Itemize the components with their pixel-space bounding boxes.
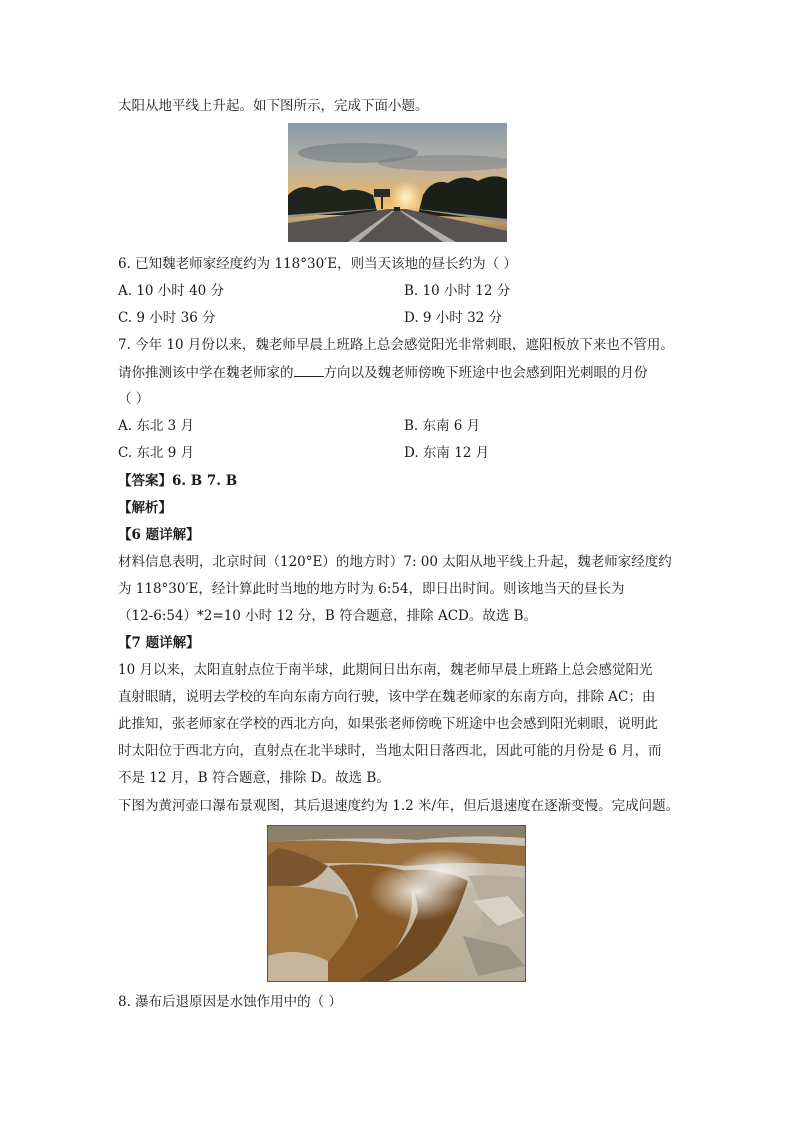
q6-option-c: C. 9 小时 36 分 [118,310,216,326]
d7-line-5: 不是 12 月，B 符合题意，排除 D。故选 B。 [118,770,390,786]
q7-stem-part-b: 方向以及魏老师傍晚下班途中也会感到阳光刺眼的月份 [323,365,648,381]
q7-stem-part-a: 请你推测该中学在魏老师家的 [118,365,294,381]
waterfall-photo [267,825,526,982]
q6-option-a: A. 10 小时 40 分 [118,283,225,299]
d7-line-4: 时太阳位于西北方向，直射点在北半球时，当地太阳日落西北，因此可能的月份是 6 月，而 [118,743,662,759]
q6-stem: 6. 已知魏老师家经度约为 118°30′E，则当天该地的昼长约为（ ） [118,256,517,272]
intro2-text: 下图为黄河壶口瀑布景观图，其后退速度约为 1.2 米/年，但后退速度在逐渐变慢。完成问题。 [118,798,680,814]
d6-title: 【6 题详解】 [118,527,200,543]
d6-line-3: （12-6:54）*2=10 小时 12 分，B 符合题意，排除 ACD。故选 B。 [118,608,538,624]
fill-blank [294,362,324,377]
d7-line-1: 10 月以来，太阳直射点位于南半球，此期间日出东南，魏老师早晨上班路上总会感觉阳光 [118,662,653,678]
d6-line-2: 为 118°30′E，经计算此时当地的地方时为 6:54，即日出时间。则该地当天的昼长为 [118,581,625,597]
q7-option-d: D. 东南 12 月 [404,445,490,461]
q6-option-d: D. 9 小时 32 分 [404,310,503,326]
q7-option-c: C. 东北 9 月 [118,445,195,461]
d6-line-1: 材料信息表明，北京时间（120°E）的地方时）7: 00 太阳从地平线上升起，魏老师家经度约 [118,554,672,570]
sunset-highway-photo [288,123,507,242]
q8-stem: 8. 瀑布后退原因是水蚀作用中的（ ） [118,994,342,1010]
d7-line-2: 直射眼睛，说明去学校的车向东南方向行驶，该中学在魏老师家的东南方向，排除 AC；由 [118,689,656,705]
d7-title: 【7 题详解】 [118,635,200,651]
d7-line-3: 此推知，张老师家在学校的西北方向，如果张老师傍晚下班途中也会感到阳光刺眼，说明此 [118,716,658,732]
answer-line: 【答案】6. B 7. B [118,473,238,489]
q7-stem-line3: （ ） [118,391,150,407]
intro-text: 太阳从地平线上升起。如下图所示，完成下面小题。 [118,98,429,114]
analysis-title: 【解析】 [118,500,172,516]
q7-option-a: A. 东北 3 月 [118,418,195,434]
q7-stem-line2 [118,362,648,383]
q6-option-b: B. 10 小时 12 分 [404,283,511,299]
q7-option-b: B. 东南 6 月 [404,418,481,434]
q7-stem-line1: 7. 今年 10 月份以来，魏老师早晨上班路上总会感觉阳光非常刺眼，遮阳板放下来也不管用。 [118,337,674,353]
